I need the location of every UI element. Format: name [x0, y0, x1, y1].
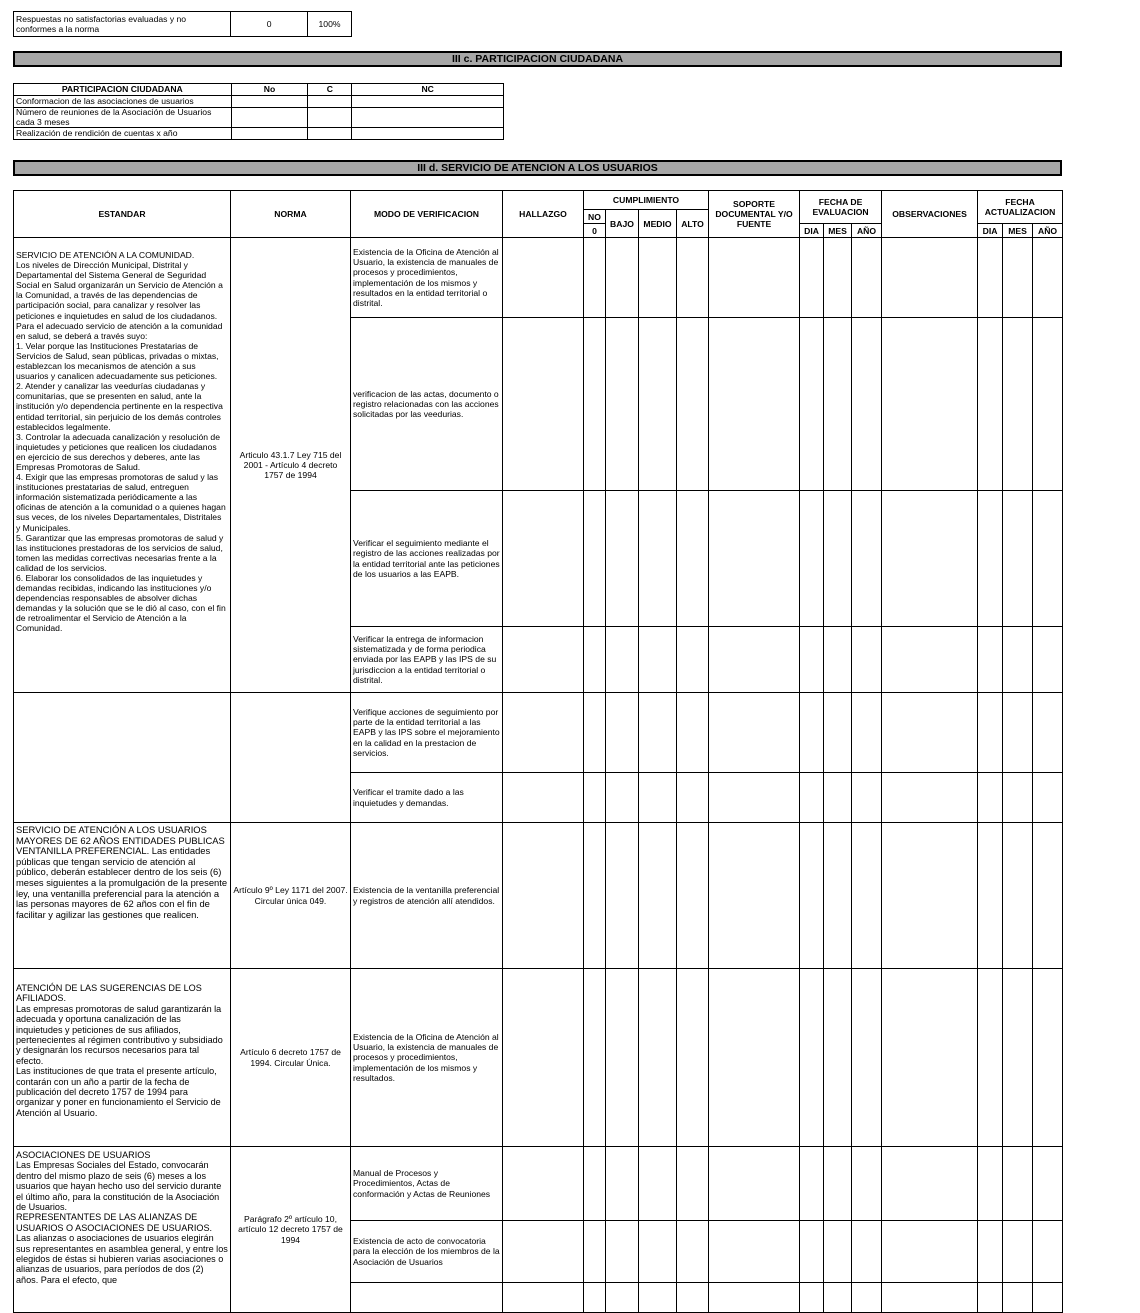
- eval-dia-cell[interactable]: [800, 491, 824, 627]
- top-row-value: 0: [231, 12, 308, 37]
- pc-header-no: No: [231, 84, 308, 96]
- eval-dia-cell[interactable]: [800, 693, 824, 773]
- bajo-cell[interactable]: [606, 773, 639, 823]
- eval-mes-cell[interactable]: [824, 238, 852, 318]
- eval-ano-cell[interactable]: [852, 969, 882, 1147]
- participacion-table: [13, 83, 504, 140]
- act-ano-cell[interactable]: [1033, 693, 1063, 773]
- estandar-mayores-62: SERVICIO DE ATENCIÓN A LOS USUARIOS MAYORES DE 62 AÑOS ENTIDADES PUBLICAS VENTANILLA PREFERENCIAL. Las entidades públicas que tengan servicio de atención al público, deberán establecer dentro de los seis (6) meses siguientes a la promulgación de la presente ley, una ventanilla preferencial para la atención a las personas mayores de 62 años con el fin de facilitar y agilizar las gestiones que realicen.: [14, 823, 231, 969]
- top-row-percent: 100%: [308, 12, 352, 37]
- no-cell[interactable]: [584, 773, 606, 823]
- medio-cell[interactable]: [639, 238, 677, 318]
- pc-row-label: Número de reuniones de la Asociación de Usuarios cada 3 meses: [14, 108, 232, 128]
- header-act-mes: MES: [1003, 224, 1033, 238]
- top-summary-table: [13, 11, 352, 37]
- alto-cell[interactable]: [677, 627, 709, 693]
- eval-mes-cell[interactable]: [824, 627, 852, 693]
- pc-header-c: C: [308, 84, 352, 96]
- estandar-continued: [14, 693, 231, 823]
- observaciones-cell[interactable]: [882, 491, 978, 627]
- eval-dia-cell[interactable]: [800, 1283, 824, 1313]
- header-norma: NORMA: [231, 191, 351, 238]
- top-row-label: Respuestas no satisfactorias evaluadas y no conformes a la norma: [14, 12, 231, 37]
- table-row: [14, 693, 1063, 773]
- eval-mes-cell[interactable]: [824, 1283, 852, 1313]
- soporte-cell[interactable]: [709, 318, 800, 491]
- table-row: [14, 108, 504, 128]
- medio-cell[interactable]: [639, 693, 677, 773]
- no-cell[interactable]: [584, 1147, 606, 1221]
- header-eval-mes: MES: [824, 224, 852, 238]
- soporte-cell[interactable]: [709, 969, 800, 1147]
- header-estandar: ESTANDAR: [14, 191, 231, 238]
- eval-dia-cell[interactable]: [800, 238, 824, 318]
- header-no: NO: [584, 210, 606, 224]
- act-dia-cell[interactable]: [978, 318, 1003, 491]
- act-dia-cell[interactable]: [978, 1221, 1003, 1283]
- alto-cell[interactable]: [677, 1221, 709, 1283]
- pc-row-label: Realización de rendición de cuentas x año: [14, 128, 232, 140]
- soporte-cell[interactable]: [709, 491, 800, 627]
- soporte-cell[interactable]: [709, 238, 800, 318]
- header-act-ano: AÑO: [1033, 224, 1063, 238]
- act-mes-cell[interactable]: [1003, 693, 1033, 773]
- norma-cell: Articulo 43.1.7 Ley 715 del 2001 - Artículo 4 decreto 1757 de 1994: [231, 238, 351, 693]
- alto-cell[interactable]: [677, 773, 709, 823]
- modo-cell: Verificar el tramite dado a las inquietudes y demandas.: [351, 773, 503, 823]
- header-cumplimiento: CUMPLIMIENTO: [584, 191, 709, 210]
- eval-dia-cell[interactable]: [800, 318, 824, 491]
- bajo-cell[interactable]: [606, 969, 639, 1147]
- header-no-value: 0: [584, 224, 606, 238]
- medio-cell[interactable]: [639, 627, 677, 693]
- bajo-cell[interactable]: [606, 1147, 639, 1221]
- eval-mes-cell[interactable]: [824, 491, 852, 627]
- estandar-asociaciones-usuarios: ASOCIACIONES DE USUARIOS Las Empresas Sociales del Estado, convocarán dentro del mismo plazo de seis (6) meses a los usuarios que hayan hecho uso del servicio durante el último año, para la constitución de la Asociación de Usuarios. REPRESENTANTES DE LAS ALIANZAS DE USUARIOS O ASOCIACIONES DE USUARIOS. Las alianzas o asociaciones de usuarios elegirán sus representantes en asamblea general, y entre los elegidos de éstas si hubieren varias asociaciones o alianzas de usuarios, para períodos de dos (2) años. Para el efecto, que: [14, 1147, 231, 1313]
- act-dia-cell[interactable]: [978, 1283, 1003, 1313]
- norma-cell: Artículo 9º Ley 1171 del 2007. Circular única 049.: [231, 823, 351, 969]
- pc-row-label: Conformacion de las asociaciones de usuarios: [14, 96, 232, 108]
- observaciones-cell[interactable]: [882, 627, 978, 693]
- bajo-cell[interactable]: [606, 1283, 639, 1313]
- no-cell[interactable]: [584, 969, 606, 1147]
- hallazgo-cell[interactable]: [503, 693, 584, 773]
- modo-cell: Verificar el seguimiento mediante el registro de las acciones realizadas por la entidad territorial ante las peticiones de los usuarios a las EAPB.: [351, 491, 503, 627]
- alto-cell[interactable]: [677, 969, 709, 1147]
- pc-cell-no[interactable]: [231, 108, 308, 128]
- medio-cell[interactable]: [639, 969, 677, 1147]
- header-fecha-actualizacion: FECHA ACTUALIZACION: [978, 191, 1063, 224]
- observaciones-cell[interactable]: [882, 693, 978, 773]
- act-mes-cell[interactable]: [1003, 969, 1033, 1147]
- header-act-dia: DIA: [978, 224, 1003, 238]
- bajo-cell[interactable]: [606, 627, 639, 693]
- eval-ano-cell[interactable]: [852, 693, 882, 773]
- pc-header-nc: NC: [352, 84, 504, 96]
- act-ano-cell[interactable]: [1033, 773, 1063, 823]
- act-dia-cell[interactable]: [978, 627, 1003, 693]
- hallazgo-cell[interactable]: [503, 969, 584, 1147]
- modo-cell[interactable]: [351, 1283, 503, 1313]
- norma-cell: Parágrafo 2º artículo 10, artículo 12 decreto 1757 de 1994: [231, 1147, 351, 1313]
- table-row: [14, 12, 352, 37]
- observaciones-cell[interactable]: [882, 238, 978, 318]
- medio-cell[interactable]: [639, 823, 677, 969]
- no-cell[interactable]: [584, 627, 606, 693]
- act-ano-cell[interactable]: [1033, 1221, 1063, 1283]
- hallazgo-cell[interactable]: [503, 1283, 584, 1313]
- hallazgo-cell[interactable]: [503, 773, 584, 823]
- act-mes-cell[interactable]: [1003, 491, 1033, 627]
- hallazgo-cell[interactable]: [503, 318, 584, 491]
- servicio-atencion-table: [13, 190, 1063, 1313]
- act-ano-cell[interactable]: [1033, 318, 1063, 491]
- header-modo-verificacion: MODO DE VERIFICACION: [351, 191, 503, 238]
- norma-continued: [231, 693, 351, 823]
- table-row: [14, 96, 504, 108]
- header-eval-dia: DIA: [800, 224, 824, 238]
- pc-cell-no[interactable]: [231, 96, 308, 108]
- medio-cell[interactable]: [639, 1221, 677, 1283]
- hallazgo-cell[interactable]: [503, 491, 584, 627]
- act-dia-cell[interactable]: [978, 823, 1003, 969]
- observaciones-cell[interactable]: [882, 969, 978, 1147]
- act-mes-cell[interactable]: [1003, 1221, 1033, 1283]
- modo-cell: Manual de Procesos y Procedimientos, Actas de conformación y Actas de Reuniones: [351, 1147, 503, 1221]
- act-mes-cell[interactable]: [1003, 318, 1033, 491]
- modo-cell: Existencia de la Oficina de Atención al Usuario, la existencia de manuales de procesos y procedimientos, implementación de los mismos y resultados.: [351, 969, 503, 1147]
- no-cell[interactable]: [584, 1221, 606, 1283]
- pc-cell-no[interactable]: [231, 128, 308, 140]
- eval-ano-cell[interactable]: [852, 823, 882, 969]
- act-dia-cell[interactable]: [978, 773, 1003, 823]
- eval-ano-cell[interactable]: [852, 238, 882, 318]
- bajo-cell[interactable]: [606, 693, 639, 773]
- act-ano-cell[interactable]: [1033, 491, 1063, 627]
- soporte-cell[interactable]: [709, 1283, 800, 1313]
- alto-cell[interactable]: [677, 318, 709, 491]
- pc-cell-c[interactable]: [308, 96, 352, 108]
- header-alto: ALTO: [677, 210, 709, 238]
- pc-cell-c[interactable]: [308, 128, 352, 140]
- alto-cell[interactable]: [677, 823, 709, 969]
- eval-ano-cell[interactable]: [852, 1283, 882, 1313]
- bajo-cell[interactable]: [606, 238, 639, 318]
- act-mes-cell[interactable]: [1003, 238, 1033, 318]
- soporte-cell[interactable]: [709, 773, 800, 823]
- observaciones-cell[interactable]: [882, 1221, 978, 1283]
- alto-cell[interactable]: [677, 491, 709, 627]
- modo-cell: Existencia de la Oficina de Atención al Usuario, la existencia de manuales de procesos y procedimientos, implementación de los mismos y resultados en la entidad territorial o distrital.: [351, 238, 503, 318]
- act-dia-cell[interactable]: [978, 693, 1003, 773]
- table-row: [14, 128, 504, 140]
- eval-ano-cell[interactable]: [852, 627, 882, 693]
- eval-mes-cell[interactable]: [824, 1221, 852, 1283]
- act-ano-cell[interactable]: [1033, 1283, 1063, 1313]
- pc-cell-nc[interactable]: [352, 108, 504, 128]
- pc-cell-nc[interactable]: [352, 96, 504, 108]
- eval-ano-cell[interactable]: [852, 318, 882, 491]
- table-row: [14, 969, 1063, 1147]
- act-mes-cell[interactable]: [1003, 1283, 1033, 1313]
- eval-dia-cell[interactable]: [800, 823, 824, 969]
- eval-dia-cell[interactable]: [800, 627, 824, 693]
- hallazgo-cell[interactable]: [503, 1221, 584, 1283]
- no-cell[interactable]: [584, 318, 606, 491]
- alto-cell[interactable]: [677, 1147, 709, 1221]
- hallazgo-cell[interactable]: [503, 1147, 584, 1221]
- observaciones-cell[interactable]: [882, 1283, 978, 1313]
- act-mes-cell[interactable]: [1003, 1147, 1033, 1221]
- hallazgo-cell[interactable]: [503, 823, 584, 969]
- act-dia-cell[interactable]: [978, 1147, 1003, 1221]
- header-hallazgo: HALLAZGO: [503, 191, 584, 238]
- table-row: [14, 1147, 1063, 1221]
- section-title-participacion: III c. PARTICIPACION CIUDADANA: [13, 51, 1062, 67]
- alto-cell[interactable]: [677, 238, 709, 318]
- table-header-row: [14, 191, 1063, 210]
- eval-ano-cell[interactable]: [852, 773, 882, 823]
- header-observaciones: OBSERVACIONES: [882, 191, 978, 238]
- header-fecha-evaluacion: FECHA DE EVALUACION: [800, 191, 882, 224]
- act-ano-cell[interactable]: [1033, 238, 1063, 318]
- no-cell[interactable]: [584, 238, 606, 318]
- hallazgo-cell[interactable]: [503, 627, 584, 693]
- soporte-cell[interactable]: [709, 823, 800, 969]
- observaciones-cell[interactable]: [882, 773, 978, 823]
- act-ano-cell[interactable]: [1033, 823, 1063, 969]
- no-cell[interactable]: [584, 491, 606, 627]
- act-mes-cell[interactable]: [1003, 627, 1033, 693]
- eval-ano-cell[interactable]: [852, 1221, 882, 1283]
- act-dia-cell[interactable]: [978, 969, 1003, 1147]
- medio-cell[interactable]: [639, 773, 677, 823]
- pc-cell-c[interactable]: [308, 108, 352, 128]
- soporte-cell[interactable]: [709, 1147, 800, 1221]
- modo-cell: verificacion de las actas, documento o registro relacionadas con las acciones solicitadas por las veedurias.: [351, 318, 503, 491]
- modo-cell: Existencia de la ventanilla preferencial y registros de atención allí atendidos.: [351, 823, 503, 969]
- soporte-cell[interactable]: [709, 627, 800, 693]
- bajo-cell[interactable]: [606, 1221, 639, 1283]
- eval-ano-cell[interactable]: [852, 1147, 882, 1221]
- norma-cell: Artículo 6 decreto 1757 de 1994. Circular Única.: [231, 969, 351, 1147]
- eval-mes-cell[interactable]: [824, 773, 852, 823]
- alto-cell[interactable]: [677, 1283, 709, 1313]
- eval-dia-cell[interactable]: [800, 1221, 824, 1283]
- observaciones-cell[interactable]: [882, 823, 978, 969]
- eval-dia-cell[interactable]: [800, 969, 824, 1147]
- estandar-atencion-comunidad: SERVICIO DE ATENCIÓN A LA COMUNIDAD. Los niveles de Dirección Municipal, Distrital y Departamental del Sistema General de Seguridad Social en Salud organizarán un Servicio de Atención a la Comunidad, a través de las dependencias de participación social, para canalizar y resolver las peticiones e inquietudes en salud de los ciudadanos. Para el adecuado servicio de atención a la comunidad en salud, se deberá a través suyo: 1. Velar porque las Instituciones Prestatarias de Servicios de Salud, sean públicas, privadas o mixtas, establezcan los mecanismos de atención a sus usuarios y canalicen adecuadamente sus peticiones. 2. Atender y canalizar las veedurías ciudadanas y comunitarias, que se presenten en salud, ante la institución y/o dependencia pertinente en la respectiva entidad territorial, sin perjuicio de los demás controles establecidos legalmente. 3. Controlar la adecuada canalización y resolución de inquietudes y peticiones que realicen los ciudadanos en ejercicio de sus derechos y deberes, ante las Empresas Promotoras de Salud. 4. Exigir que las empresas promotoras de salud y las instituciones prestatarias de salud, entreguen información sistematizada periódicamente a las oficinas de atención a la comunidad o a quienes hagan sus veces, de los niveles Departamentales, Distritales y Municipales. 5. Garantizar que las empresas promotoras de salud y las instituciones prestadoras de los servicios de salud, tomen las medidas correctivas necesarias frente a la calidad de los servicios. 6. Elaborar los consolidados de las inquietudes y demandas recibidas, indicando las instituciones y/o dependencias responsables de absolver dichas demandas y la solución que se le dió al caso, con el fin de retroalimentar el Servicio de Atención a la Comunidad.: [14, 238, 231, 693]
- act-ano-cell[interactable]: [1033, 969, 1063, 1147]
- eval-mes-cell[interactable]: [824, 318, 852, 491]
- table-row: [14, 238, 1063, 318]
- header-medio: MEDIO: [639, 210, 677, 238]
- observaciones-cell[interactable]: [882, 1147, 978, 1221]
- table-header-row: [14, 84, 504, 96]
- modo-cell: Existencia de acto de convocatoria para la elección de los miembros de la Asociación de Usuarios: [351, 1221, 503, 1283]
- modo-cell: Verificar la entrega de informacion sistematizada y de forma periodica enviada por las EAPB y las IPS de su jurisdiccion a la entidad territorial o distrital.: [351, 627, 503, 693]
- bajo-cell[interactable]: [606, 823, 639, 969]
- modo-cell: Verifique acciones de seguimiento por parte de la entidad territorial a las EAPB y las IPS sobre el mejoramiento en la calidad en la prestacion de servicios.: [351, 693, 503, 773]
- act-ano-cell[interactable]: [1033, 627, 1063, 693]
- no-cell[interactable]: [584, 823, 606, 969]
- pc-cell-nc[interactable]: [352, 128, 504, 140]
- observaciones-cell[interactable]: [882, 318, 978, 491]
- medio-cell[interactable]: [639, 1147, 677, 1221]
- act-dia-cell[interactable]: [978, 238, 1003, 318]
- eval-mes-cell[interactable]: [824, 969, 852, 1147]
- pc-header-participacion: PARTICIPACION CIUDADANA: [14, 84, 232, 96]
- eval-dia-cell[interactable]: [800, 1147, 824, 1221]
- medio-cell[interactable]: [639, 491, 677, 627]
- header-soporte-documental: SOPORTE DOCUMENTAL Y/O FUENTE: [709, 191, 800, 238]
- act-dia-cell[interactable]: [978, 491, 1003, 627]
- act-ano-cell[interactable]: [1033, 1147, 1063, 1221]
- medio-cell[interactable]: [639, 318, 677, 491]
- section-title-servicio-atencion: III d. SERVICIO DE ATENCION A LOS USUARIOS: [13, 160, 1062, 176]
- header-eval-ano: AÑO: [852, 224, 882, 238]
- soporte-cell[interactable]: [709, 693, 800, 773]
- estandar-sugerencias-afiliados: ATENCIÓN DE LAS SUGERENCIAS DE LOS AFILIADOS. Las empresas promotoras de salud garantizarán la adecuada y oportuna canalización de las inquietudes y peticiones de sus afiliados, pertenecientes al régimen contributivo y subsidiado y designarán los recursos necesarios para tal efecto. Las instituciones de que trata el presente artículo, contarán con un año a partir de la fecha de publicación del decreto 1757 de 1994 para organizar y poner en funcionamiento el Servicio de Atención al Usuario.: [14, 969, 231, 1147]
- no-cell[interactable]: [584, 693, 606, 773]
- medio-cell[interactable]: [639, 1283, 677, 1313]
- no-cell[interactable]: [584, 1283, 606, 1313]
- eval-ano-cell[interactable]: [852, 491, 882, 627]
- eval-mes-cell[interactable]: [824, 693, 852, 773]
- bajo-cell[interactable]: [606, 491, 639, 627]
- eval-mes-cell[interactable]: [824, 823, 852, 969]
- soporte-cell[interactable]: [709, 1221, 800, 1283]
- eval-dia-cell[interactable]: [800, 773, 824, 823]
- act-mes-cell[interactable]: [1003, 773, 1033, 823]
- hallazgo-cell[interactable]: [503, 238, 584, 318]
- header-bajo: BAJO: [606, 210, 639, 238]
- eval-mes-cell[interactable]: [824, 1147, 852, 1221]
- act-mes-cell[interactable]: [1003, 823, 1033, 969]
- alto-cell[interactable]: [677, 693, 709, 773]
- bajo-cell[interactable]: [606, 318, 639, 491]
- table-row: [14, 823, 1063, 969]
